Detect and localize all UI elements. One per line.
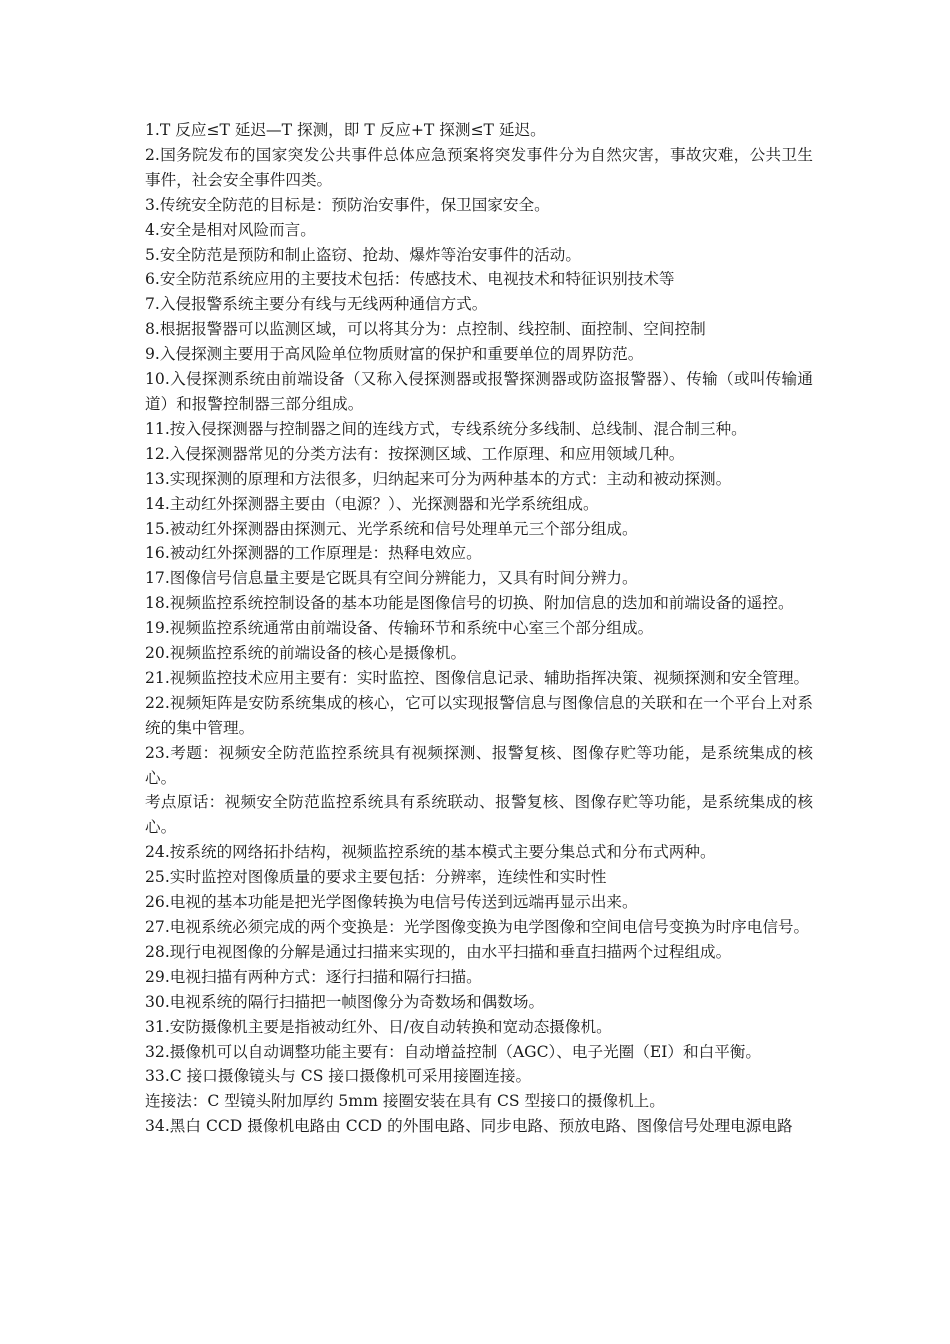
paragraph-14: 14.主动红外探测器主要由（电源？）、光探测器和光学系统组成。 <box>145 494 599 513</box>
paragraph-12: 12.入侵探测器常见的分类方法有：按探测区域、工作原理、和应用领域几种。 <box>145 444 685 463</box>
paragraph-18: 18.视频监控系统控制设备的基本功能是图像信号的切换、附加信息的迭加和前端设备的遥控。 <box>145 594 794 613</box>
paragraph-34: 34.黑白 CCD 摄像机电路由 CCD 的外围电路、同步电路、预放电路、图像信号处理电源电路 <box>145 1117 793 1136</box>
paragraph-11: 11.按入侵探测器与控制器之间的连线方式，专线系统分多线制、总线制、混合制三种。 <box>145 419 747 438</box>
paragraph-33-note: 连接法：C 型镜头附加厚约 5mm 接圈安装在具有 CS 型接口的摄像机上。 <box>145 1092 665 1111</box>
paragraph-22: 22.视频矩阵是安防系统集成的核心，它可以实现报警信息与图像信息的关联和在一个平台上对系统的集中管理。 <box>145 693 813 737</box>
paragraph-28: 28.现行电视图像的分解是通过扫描来实现的，由水平扫描和垂直扫描两个过程组成。 <box>145 942 732 961</box>
paragraph-27: 27.电视系统必须完成的两个变换是：光学图像变换为电学图像和空间电信号变换为时序电信号。 <box>145 918 810 936</box>
paragraph-13: 13.实现探测的原理和方法很多，归纳起来可分为两种基本的方式：主动和被动探测。 <box>145 469 732 488</box>
paragraph-16: 16.被动红外探测器的工作原理是：热释电效应。 <box>145 544 482 563</box>
paragraph-33: 33.C 接口摄像镜头与 CS 接口摄像机可采用接圈连接。 <box>145 1067 532 1086</box>
paragraph-20: 20.视频监控系统的前端设备的核心是摄像机。 <box>145 644 467 663</box>
paragraph-30: 30.电视系统的隔行扫描把一帧图像分为奇数场和偶数场。 <box>145 992 545 1011</box>
paragraph-25: 25.实时监控对图像质量的要求主要包括：分辨率，连续性和实时性 <box>145 868 607 887</box>
paragraph-15: 15.被动红外探测器由探测元、光学系统和信号处理单元三个部分组成。 <box>145 519 638 538</box>
paragraph-2: 2.国务院发布的国家突发公共事件总体应急预案将突发事件分为自然灾害，事故灾难，公共卫生事件，社会安全事件四类。 <box>145 145 813 189</box>
paragraph-6: 6.安全防范系统应用的主要技术包括：传感技术、电视技术和特征识别技术等 <box>145 270 675 289</box>
paragraph-24: 24.按系统的网络拓扑结构，视频监控系统的基本模式主要分集总式和分布式两种。 <box>145 843 716 862</box>
paragraph-21: 21.视频监控技术应用主要有：实时监控、图像信息记录、辅助指挥决策、视频探测和安全管理。 <box>145 668 810 687</box>
paragraph-9: 9.入侵探测主要用于高风险单位物质财富的保护和重要单位的周界防范。 <box>145 345 644 364</box>
paragraph-26: 26.电视的基本功能是把光学图像转换为电信号传送到远端再显示出来。 <box>145 893 638 912</box>
paragraph-23-note: 考点原话：视频安全防范监控系统具有系统联动、报警复核、图像存贮等功能，是系统集成的核心。 <box>145 793 813 837</box>
paragraph-5: 5.安全防范是预防和制止盗窃、抢劫、爆炸等治安事件的活动。 <box>145 245 581 264</box>
paragraph-32: 32.摄像机可以自动调整功能主要有：自动增益控制（AGC）、电子光圈（EI）和白平衡。 <box>145 1042 761 1061</box>
paragraph-8: 8.根据报警器可以监测区域，可以将其分为：点控制、线控制、面控制、空间控制 <box>145 320 706 339</box>
paragraph-31: 31.安防摄像机主要是指被动红外、日/夜自动转换和宽动态摄像机。 <box>145 1017 612 1036</box>
paragraph-23: 23.考题：视频安全防范监控系统具有视频探测、报警复核、图像存贮等功能，是系统集成的核心。 <box>145 743 813 787</box>
paragraph-4: 4.安全是相对风险而言。 <box>145 220 316 239</box>
paragraph-1: 1.T 反应≤T 延迟—T 探测，即 T 反应+T 探测≤T 延迟。 <box>145 121 546 139</box>
paragraph-29: 29.电视扫描有两种方式：逐行扫描和隔行扫描。 <box>145 967 482 986</box>
paragraph-17: 17.图像信号信息量主要是它既具有空间分辨能力，又具有时间分辨力。 <box>145 569 638 588</box>
paragraph-10: 10.入侵探测系统由前端设备（又称入侵探测器或报警探测器或防盗报警器）、传输（或叫传输通道）和报警控制器三部分组成。 <box>145 370 813 413</box>
document-body <box>145 118 813 1139</box>
paragraph-3: 3.传统安全防范的目标是：预防治安事件，保卫国家安全。 <box>145 195 550 214</box>
paragraph-19: 19.视频监控系统通常由前端设备、传输环节和系统中心室三个部分组成。 <box>145 619 654 638</box>
paragraph-7: 7.入侵报警系统主要分有线与无线两种通信方式。 <box>145 295 488 314</box>
